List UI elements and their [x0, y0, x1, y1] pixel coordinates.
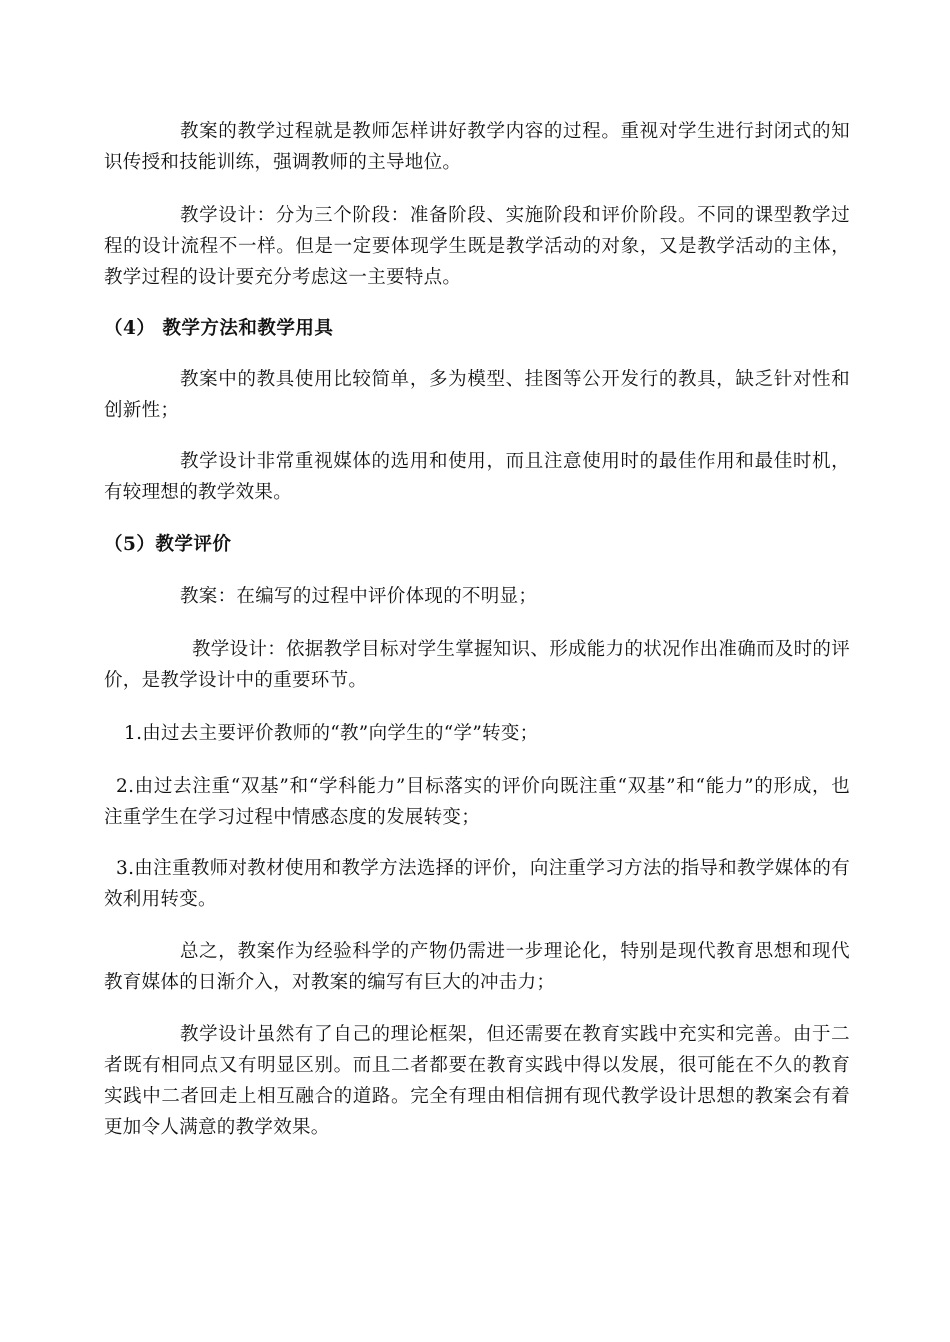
paragraph-lesson-plan-process: 教案的教学过程就是教师怎样讲好教学内容的过程。重视对学生进行封闭式的知识传授和技能训练，强调教师的主导地位。	[104, 121, 850, 173]
paragraph-design-future: 教学设计虽然有了自己的理论框架，但还需要在教育实践中充实和完善。由于二者既有相同点又有明显区别。而且二者都要在教育实践中得以发展，很可能在不久的教育实践中二者回走上相互融合的道路。完全有理由相信拥有现代教学设计思想的教案会有着更加令人满意的教学效果。	[104, 1024, 850, 1138]
section-heading-evaluation: （5）教学评价	[104, 534, 232, 555]
paragraph-conclusion: 总之，教案作为经验科学的产物仍需进一步理论化，特别是现代教育思想和现代教育媒体的日渐介入，对教案的编写有巨大的冲击力；	[104, 941, 850, 993]
list-item-1: 1.由过去主要评价教师的“教”向学生的“学”转变；	[124, 723, 539, 744]
paragraph-design-media: 教学设计非常重视媒体的选用和使用，而且注意使用时的最佳作用和最佳时机，有较理想的教学效果。	[104, 451, 850, 503]
section-heading-methods-tools: （4） 教学方法和教学用具	[104, 318, 334, 339]
paragraph-lesson-plan-evaluation: 教案：在编写的过程中评价体现的不明显；	[180, 586, 538, 607]
list-item-3: 3.由注重教师对教材使用和教学方法选择的评价，向注重学习方法的指导和教学媒体的有效利用转变。	[104, 858, 850, 910]
paragraph-design-process: 教学设计：分为三个阶段：准备阶段、实施阶段和评价阶段。不同的课型教学过程的设计流程不一样。但是一定要体现学生既是教学活动的对象，又是教学活动的主体，教学过程的设计要充分考虑这一主要特点。	[104, 205, 850, 288]
paragraph-design-evaluation: 教学设计：依据教学目标对学生掌握知识、形成能力的状况作出准确而及时的评价，是教学设计中的重要环节。	[104, 639, 851, 691]
list-item-2: 2.由过去注重“双基”和“学科能力”目标落实的评价向既注重“双基”和“能力”的形成，也注重学生在学习过程中情感态度的发展转变；	[104, 776, 850, 828]
paragraph-lesson-plan-tools: 教案中的教具使用比较简单，多为模型、挂图等公开发行的教具，缺乏针对性和创新性；	[104, 369, 850, 421]
